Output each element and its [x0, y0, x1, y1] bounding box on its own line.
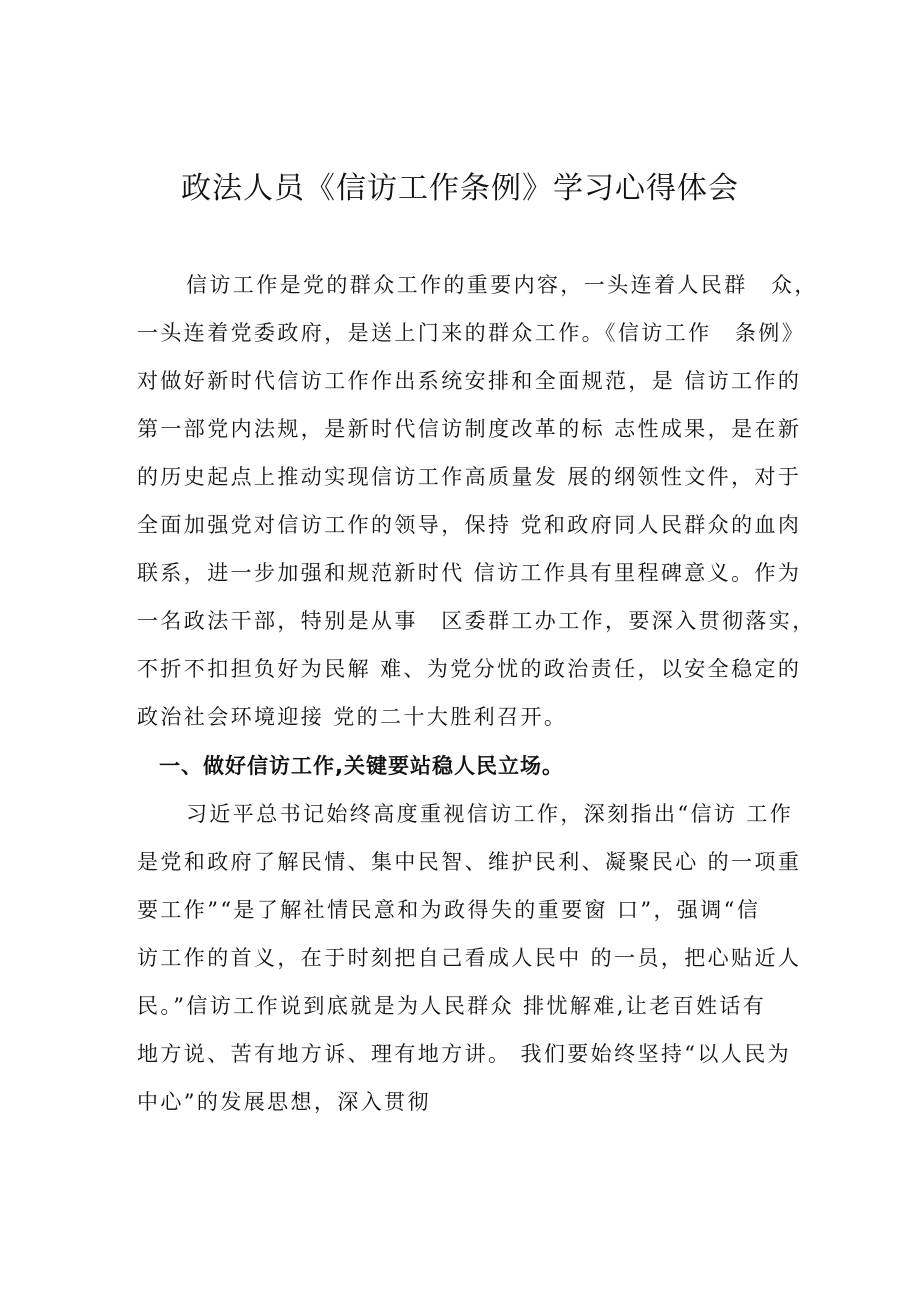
- paragraph-2-line: 地方说、苦有地方诉、理有地方讲。 我们要始终坚持“以人民为: [137, 1042, 792, 1066]
- paragraph-1-line: 联系，进一步加强和规范新时代 信访工作具有里程碑意义。作为: [137, 561, 802, 585]
- paragraph-2-line: 民。”信访工作说到底就是为人民群众 排忧解难,让老百姓话有: [137, 994, 767, 1018]
- paragraph-1-line: 一头连着党委政府，是送上门来的群众工作。《信访工作 条例》: [137, 321, 806, 345]
- document-title: 政法人员《信访工作条例》学习心得体会: [181, 171, 739, 206]
- paragraph-2-line: 习近平总书记始终高度重视信访工作，深刻指出“信访 工作: [186, 802, 794, 826]
- paragraph-1-line: 的历史起点上推动实现信访工作高质量发 展的纲领性文件，对于: [137, 465, 802, 489]
- paragraph-2-line: 要工作”“是了解社情民意和为政得失的重要窗 口”，强调“信: [137, 898, 761, 922]
- paragraph-1-line: 第一部党内法规，是新时代信访制度改革的标 志性成果，是在新: [137, 417, 802, 441]
- paragraph-1-line: 对做好新时代信访工作作出系统安排和全面规范，是 信访工作的: [137, 369, 802, 393]
- paragraph-1-line: 一名政法干部，特别是从事 区委群工办工作，要深入贯彻落实，: [137, 609, 816, 633]
- paragraph-2-line: 是党和政府了解民情、集中民智、维护民利、凝聚民心 的一项重: [137, 850, 802, 874]
- section-heading: 一、做好信访工作,关键要站稳人民立场。: [159, 754, 564, 778]
- paragraph-1-line: 政治社会环境迎接 党的二十大胜利召开。: [137, 705, 568, 729]
- paragraph-2-line: 访工作的首义，在于时刻把自己看成人民中 的一员，把心贴近人: [137, 946, 802, 970]
- paragraph-1-line: 信访工作是党的群众工作的重要内容，一头连着人民群 众，: [186, 273, 818, 297]
- paragraph-1-line: 不折不扣担负好为民解 难、为党分忧的政治责任，以安全稳定的: [137, 657, 802, 681]
- paragraph-2-line: 中心”的发展思想，深入贯彻: [137, 1090, 431, 1114]
- paragraph-1-line: 全面加强党对信访工作的领导，保持 党和政府同人民群众的血肉: [137, 513, 802, 537]
